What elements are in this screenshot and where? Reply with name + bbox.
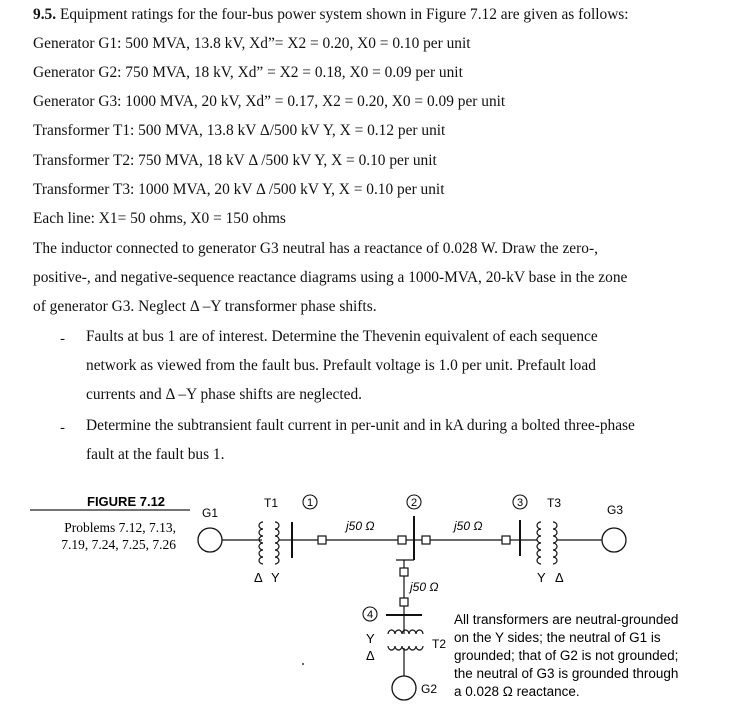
speck (302, 663, 304, 665)
generator-g3-icon (602, 528, 626, 552)
bus-4-label: 4 (366, 609, 374, 621)
bullet-line: network as viewed from the fault bus. Prefault voltage is 1.0 per unit. Prefault load (86, 357, 596, 374)
g2-label: G2 (421, 682, 438, 696)
problem-number: 9.5. (33, 6, 57, 23)
figure-note: All transformers are neutral-grounded (454, 612, 679, 627)
bullet-line: Determine the subtransient fault current in per-unit and in kA during a bolted three-phase (86, 417, 635, 434)
bullet-line: currents and Δ –Y phase shifts are neglected. (86, 386, 363, 403)
breaker-icon (422, 536, 430, 544)
rating-t2: Transformer T2: 750 MVA, 18 kV Δ /500 kV Y, X = 0.10 per unit (33, 152, 437, 169)
rating-g1: Generator G1: 500 MVA, 13.8 kV, Xd”= X2 = 0.20, X0 = 0.10 per unit (33, 35, 471, 52)
rating-g3: Generator G3: 1000 MVA, 20 kV, Xd” = 0.17, X2 = 0.20, X0 = 0.09 per unit (33, 93, 506, 110)
bullet-line: fault at the fault bus 1. (86, 446, 225, 463)
rating-line: Each line: X1= 50 ohms, X0 = 150 ohms (33, 210, 286, 227)
t1-label: T1 (264, 496, 279, 510)
breaker-icon (400, 568, 408, 576)
t3-delta-label: Δ (555, 570, 564, 585)
figure-note: on the Y sides; the neutral of G1 is (454, 630, 661, 645)
problem-intro: Equipment ratings for the four-bus power system shown in Figure 7.12 are given as follows: (59, 6, 629, 23)
t2-delta-label: Δ (366, 648, 375, 663)
bus-3-label: 3 (516, 497, 524, 509)
breaker-icon (502, 536, 510, 544)
breaker-icon (318, 536, 326, 544)
rating-g2: Generator G2: 750 MVA, 18 kV, Xd” = X2 = 0.18, X0 = 0.09 per unit (33, 64, 463, 81)
transformer-t2-icon (388, 628, 423, 650)
rating-t1: Transformer T1: 500 MVA, 13.8 kV Δ/500 kV Y, X = 0.12 per unit (33, 122, 446, 139)
figure-note: the neutral of G3 is grounded through (454, 666, 679, 681)
bus-2-label: 2 (410, 497, 418, 509)
line-1-2-label: j50 Ω (346, 519, 375, 533)
paragraph-line: The inductor connected to generator G3 neutral has a reactance of 0.028 W. Draw the zero-, (33, 240, 598, 257)
g1-label: G1 (202, 506, 219, 520)
caption-problems: 7.19, 7.24, 7.25, 7.26 (61, 537, 176, 552)
t2-y-label: Y (366, 631, 375, 646)
breaker-icon (398, 536, 406, 544)
bullet-marker: - (60, 420, 65, 436)
caption-title: FIGURE 7.12 (87, 494, 166, 509)
paragraph-line: of generator G3. Neglect Δ –Y transformer phase shifts. (33, 298, 377, 315)
bullet-line: Faults at bus 1 are of interest. Determine the Thevenin equivalent of each sequence (86, 328, 598, 345)
caption-problems: Problems 7.12, 7.13, (64, 520, 176, 535)
generator-g1-icon (198, 528, 222, 552)
breaker-icon (400, 598, 408, 606)
t1-delta-label: Δ (254, 570, 263, 585)
bus-1-label: 1 (306, 497, 314, 509)
t3-y-label: Y (537, 570, 546, 585)
transformer-t3-icon (537, 522, 557, 564)
rating-t3: Transformer T3: 1000 MVA, 20 kV Δ /500 kV Y, X = 0.10 per unit (33, 181, 445, 198)
g3-label: G3 (607, 503, 624, 517)
generator-g2-icon (392, 676, 416, 700)
line-2-4-label: j50 Ω (410, 580, 439, 594)
t3-label: T3 (547, 496, 562, 510)
t1-y-label: Y (271, 570, 280, 585)
t2-label: T2 (432, 637, 447, 651)
line-2-3-label: j50 Ω (454, 519, 483, 533)
paragraph-line: positive-, and negative-sequence reactance diagrams using a 1000-MVA, 20-kV base in the zone (33, 269, 628, 286)
bullet-marker: - (60, 331, 65, 347)
figure-note: grounded; that of G2 is not grounded; (454, 648, 679, 663)
transformer-t1-icon (257, 522, 279, 564)
figure-note: a 0.028 Ω reactance. (454, 684, 580, 699)
